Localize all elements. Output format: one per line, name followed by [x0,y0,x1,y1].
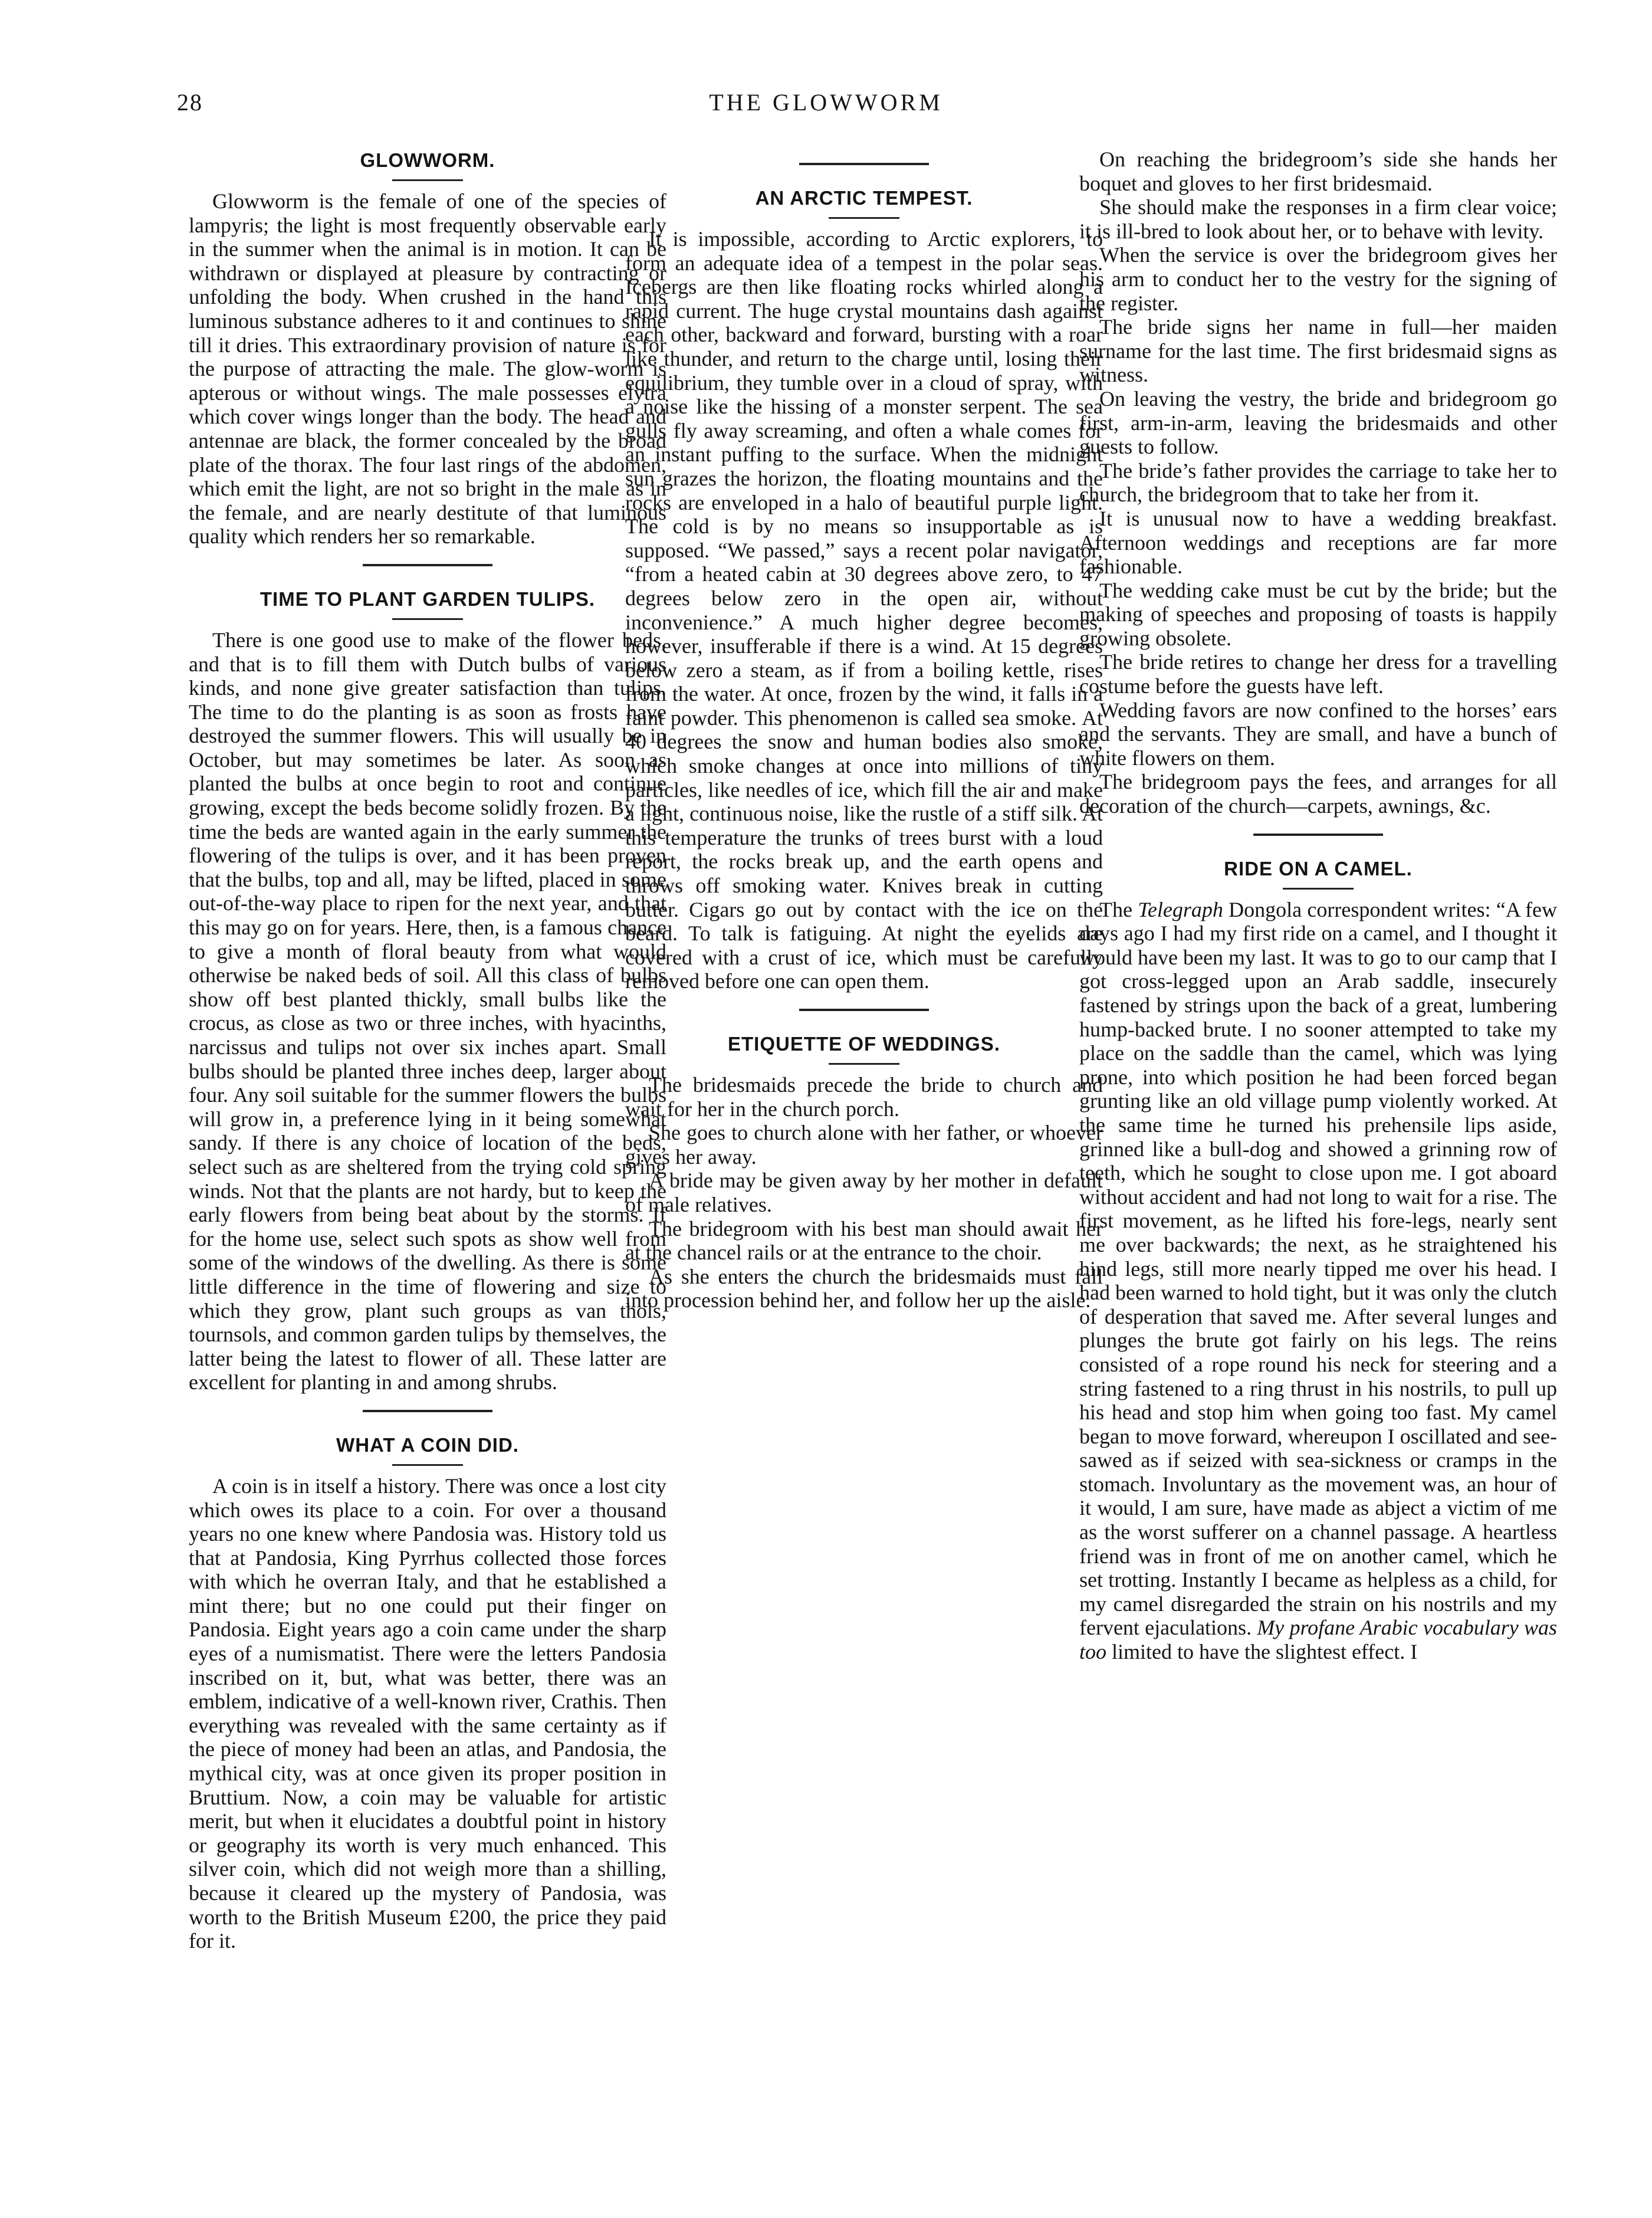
article-paragraph: The bridegroom pays the fees, and arranges for all decoration of the church—carpets, awnings, &c. [1079,770,1557,818]
journal-title: THE GLOWWORM [709,89,943,116]
article-paragraph: The bride retires to change her dress for a travelling costume before the guests have left. [1079,650,1557,698]
article-separator [799,163,929,165]
article-paragraph: The bridesmaids precede the bride to church and wait for her in the church porch. [625,1073,1103,1121]
article-paragraph: On leaving the vestry, the bride and bridegroom go first, arm-in-arm, leaving the bridesmaids and other guests to follow. [1079,386,1557,459]
article-paragraph: Wedding favors are now confined to the horses’ ears and the servants. They are small, and have a bunch of white flowers on them. [1079,698,1557,770]
column-1 [189,147,666,1953]
article-paragraph: Glowworm is the female of one of the species of lampyris; the light is most frequently observable early in the summer when the animal is in motion. It can be withdrawn or displayed at pleasure by contracting or unfolding the body. When crushed in the hand this luminous substance adheres to it and continues to shine till it dries. This extraordinary provision of nature is for the purpose of attracting the male. The glow-worm is apterous or without wings. The male possesses elytra which cover wings longer than the body. The head and antennae are black, the former concealed by the broad plate of the thorax. The four last rings of the abdomen, which emit the light, are not so bright in the male as in the female, and are nearly destitute of that luminous quality which renders her so remarkable. [189,189,666,549]
article-paragraph: The bridegroom with his best man should await her at the chancel rails or at the entrance to the choir. [625,1216,1103,1265]
title-rule [392,1464,463,1466]
article-paragraph: When the service is over the bridegroom gives her his arm to conduct her to the vestry for the signing of the register. [1079,243,1557,315]
article-paragraph: There is one good use to make of the flower beds, and that is to fill them with Dutch bulbs of various kinds, and none give greater satisfaction than tulips. The time to do the planting is as soon as frosts have destroyed the summer flowers. This will usually be in October, but may sometimes be later. As soon as planted the bulbs at once begin to root and continue growing, except the beds become solidly frozen. By the time the beds are wanted again in the early summer the flowering of the tulips is over, and it has been proven that the bulbs, top and all, may be lifted, placed in some out-of-the-way place to ripen for the next year, and that this may go on for years. Here, then, is a famous chance to give a month of floral beauty from what would otherwise be naked beds of soil. All this class of bulbs show off best planted thickly, small bulbs like the crocus, as close as two or three inches, with hyacinths, narcissus and tulips not over six inches apart. Small bulbs should be planted three inches deep, larger about four. Any soil suitable for the summer flowers the bulbs will grow in, a preference lying in it being somewhat sandy. If there is any choice of location of the beds, select such as are sheltered from the trying cold spring winds. Not that the plants are not hardy, but to keep the early flowers from being beat about by the storms. If for the home use, select such spots as show well from some of the windows of the dwelling. As there is some little difference in the time of flowering and size to which they grow, plant such groups as van thols, tournsols, and common garden tulips by themselves, the latter being the latest to flower of all. These latter are excellent for planting in and among shrubs. [189,628,666,1395]
article-arctic [625,185,1103,993]
page-number: 28 [177,89,203,116]
title-rule [392,179,463,181]
camel-body: Dongola correspondent writes: “A few days ago I had my first ride on a camel, and I thought it would have been my last. It was to go to our camp that I got cross-legged upon an Arab saddle, insecurely fastened by strings upon the back of a great, lumbering hump-backed brute. I no sooner attempted to take my place on the saddle than the camel, which was lying prone, into which position he had been forced began grunting like an old village pump violently worked. At the same time he turned his prehensile lips aside, grinned like a bull-dog and showed a grinning row of teeth, which he sought to close upon me. I got aboard without accident and had not long to wait for a rise. The first movement, as he lifted his fore-legs, nearly sent me over backwards; the next, as he straightened his hind legs, still more nearly tipped me over his head. I had been warned to hold tight, but it was only the clutch of desperation that saved me. After several lunges and plunges the brute got fairly on his legs. The reins consisted of a rope round his neck for steering and a string fastened to a ring thrust in his nostrils, to pull up his head and stop him when going too fast. My camel began to move forward, whereupon I oscillated and see-sawed as if seized with sea-sickness or cramps in the stomach. Involuntary as the movement was, an hour of it would, I am sure, have made as abject a victim of me as the worst sufferer on a channel passage. A heartless friend was in front of me on another camel, which he set trotting. Instantly I became as helpless as a child, for my camel disregarded the strain on his nostrils and my fervent ejaculations. [1079,897,1557,1640]
article-weddings-continued [1079,147,1557,818]
article-separator [799,1009,929,1011]
article-separator [363,1410,492,1412]
title-rule [1283,888,1354,890]
article-paragraph: The bride signs her name in full—her maiden surname for the last time. The first bridesmaid signs as witness. [1079,315,1557,387]
article-camel [1079,856,1557,1664]
article-tulips [189,586,666,1395]
article-paragraph: A bride may be given away by her mother in default of male relatives. [625,1169,1103,1216]
article-title: AN ARCTIC TEMPEST. [755,187,973,209]
article-paragraph-continued: A coin is in itself a history. There was once a lost city which owes its place to a coin. For over a thousand years no one knew where Pandosia was. History told us that at Pandosia, King Pyrrhus collected those forces with which he overran Italy, and that he established a mint there; but no one could put their finger on Pandosia. Eight years ago a coin came under the sharp eyes of a numismatist. There were the letters Pandosia inscribed on it, but, what was better, there was an emblem, indicative of a well-known river, Crathis. Then everything was revealed with the same certainty as if the piece of money had been an atlas, and Pandosia, the mythical city, was at once given its proper position in Bruttium. Now, a coin may be valuable for artistic merit, but when it elucidates a doubtful point in history or geography its worth is very much enhanced. This silver coin, which did not weigh more than a shilling, because it cleared up the mystery of Pandosia, was worth to the British Museum £200, the price they paid for it. [189,1474,666,1953]
article-glowworm [189,147,666,549]
article-paragraph: The bride’s father provides the carriage to take her to church, the bridegroom that to take her from it. [1079,458,1557,507]
article-title: RIDE ON A CAMEL. [1224,857,1413,880]
article-paragraph: She should make the responses in a firm clear voice; it is ill-bred to look about her, or to behave with levity. [1079,195,1557,243]
article-paragraph: On reaching the bridegroom’s side she hands her boquet and gloves to her first bridesmaid. [1079,147,1557,195]
title-rule [392,618,463,620]
article-title: TIME TO PLANT GARDEN TULIPS. [260,588,596,610]
article-coin [189,1432,666,1953]
article-weddings [625,1031,1103,1313]
article-paragraph: It is unusual now to have a wedding breakfast. Afternoon weddings and receptions are far more fashionable. [1079,506,1557,579]
column-2 [625,147,1103,1313]
article-paragraph: The Telegraph Dongola correspondent writes: “A few days ago I had my first ride on a camel, and I thought it would have been my last. It was to go to our camp that I got cross-legged upon an Arab saddle, insecurely fastened by strings upon the back of a great, lumbering hump-backed brute. I no sooner attempted to take my place on the saddle than the camel, which was lying prone, into which position he had been forced began grunting like an old village pump violently worked. At the same time he turned his prehensile lips aside, grinned like a bull-dog and showed a grinning row of teeth, which he sought to close upon me. I got aboard without accident and had not long to wait for a rise. The first movement, as he lifted his fore-legs, nearly sent me over backwards; the next, as he straightened his hind legs, still more nearly tipped me over his head. I had been warned to hold tight, but it was only the clutch of desperation that saved me. After several lunges and plunges the brute got fairly on his legs. The reins consisted of a rope round his neck for steering and a string fastened to a ring thrust in his nostrils, to pull up his head and stop him when going too fast. My camel began to move forward, whereupon I oscillated and see-sawed as if seized with sea-sickness or cramps in the stomach. Involuntary as the movement was, an hour of it would, I am sure, have made as abject a victim of me as the worst sufferer on a channel passage. A heartless friend was in front of me on another camel, which he set trotting. Instantly I became as helpless as a child, for my camel disregarded the strain on his nostrils and my fervent ejaculations. My profane Arabic vocabulary was too limited to have the slightest effect. I [1079,897,1558,1664]
article-title: WHAT A COIN DID. [336,1433,519,1456]
running-head [0,88,1652,124]
camel-italic-tail: My profane Arabic vocabulary was too [1079,1616,1558,1664]
article-paragraph: It is impossible, according to Arctic explorers, to form an adequate idea of a tempest in the polar seas. Icebergs are then like floating rocks whirled along a rapid current. The huge crystal mountains dash against each other, backward and forward, bursting with a roar like thunder, and return to the charge until, losing their equilibrium, they tumble over in a cloud of spray, with a noise like the hissing of a monster serpent. The sea gulls fly away screaming, and often a whale comes for an instant puffing to the surface. When the midnight sun grazes the horizon, the floating mountains and the rocks are enveloped in a halo of beautiful purple light. The cold is by no means so insupportable as is supposed. “We passed,” says a recent polar navigator, “from a heated cabin at 30 degrees above zero, to 47 degrees below zero in the open air, without inconvenience.” A much higher degree becomes, however, insufferable if there is a wind. At 15 degrees below zero a steam, as if from a boiling kettle, rises from the water. At once, frozen by the wind, it falls in a faint powder. This phenomenon is called sea smoke. At 40 degrees the snow and human bodies also smoke, which smoke changes at once into millions of tiny particles, like needles of ice, which fill the air and make a light, continuous noise, like the rustle of a stiff silk. At this temperature the trunks of trees burst with a loud report, the rocks break up, and the earth opens and throws off smoking water. Knives break in cutting butter. Cigars go out by contact with the ice on the beard. To talk is fatiguing. At night the eyelids are covered with a crust of ice, which must be carefully removed before one can open them. [625,227,1103,993]
article-separator [363,564,492,566]
camel-tail: limited to have the slightest effect. I [1112,1640,1418,1664]
article-separator [1253,834,1383,836]
column-3 [1079,147,1557,1664]
article-paragraph: She goes to church alone with her father, or whoever gives her away. [625,1121,1103,1169]
article-paragraph: The wedding cake must be cut by the bride; but the making of speeches and proposing of toasts is happily growing obsolete. [1079,578,1557,650]
article-paragraph: As she enters the church the bridesmaids must fall into procession behind her, and follow her up the aisle. [625,1264,1103,1313]
article-title: GLOWWORM. [360,149,495,171]
newspaper-name: Telegraph [1138,897,1223,921]
title-rule [829,217,899,219]
title-rule [829,1063,899,1065]
article-title: ETIQUETTE OF WEDDINGS. [727,1033,1000,1055]
